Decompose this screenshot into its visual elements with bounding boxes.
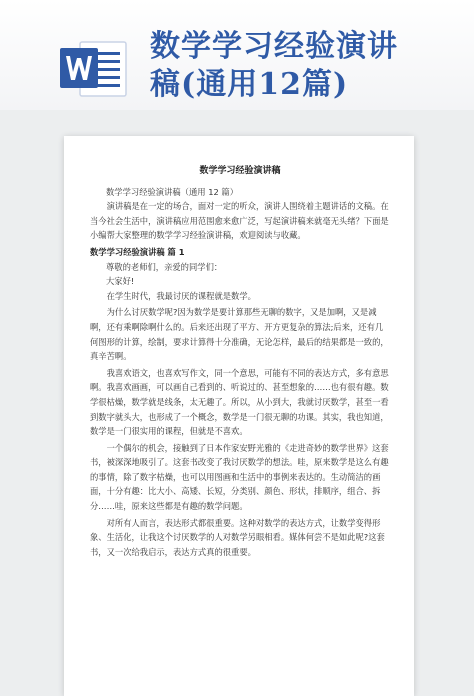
paragraph-4: 一个偶尔的机会，接触到了日本作家安野光雅的《走进奇妙的数学世界》这套书，被深深地吸引了。这套书改变了我讨厌数学的想法。哇，原来数学是这么有趣的事情，除了数字枯燥，也可以用图画和生活中的事例来表达的。生动简洁的画面，十分有趣：比大小、高矮、长短，分类别、颜色、形状，排顺序，组合、拆分……哇，原来这些都是有趣的数学问题。 bbox=[90, 442, 389, 512]
paragraph-3: 我喜欢语文，也喜欢写作文，同一个意思，可能有不同的表达方式，多有意思啊。我喜欢画画，可以画自己看到的、听说过的、甚至想象的……也有很有趣。数学很枯燥，数学就是线条，太无趣了。所以，从小到大，我就讨厌数学，甚至一看到数字就头大，也形成了一个概念，数学是一门很无聊的功课。其实，我也知道，数学是一门很实用的课程，但就是不喜欢。 bbox=[90, 367, 389, 437]
paragraph-5: 对所有人而言，表达形式都很重要。这种对数学的表达方式，让数学变得形象、生活化，让我这个讨厌数学的人对数学另眼相看。媒体何尝不是如此呢?这套书，又一次给我启示，表达方式真的很重要。 bbox=[90, 517, 385, 557]
hello-line: 大家好! bbox=[106, 276, 135, 287]
paragraph-1: 在学生时代，我最讨厌的课程就是数学。 bbox=[106, 290, 256, 301]
document-page bbox=[64, 136, 414, 696]
section-heading: 数学学习经验演讲稿 篇 1 bbox=[90, 246, 185, 257]
subtitle: 数学学习经验演讲稿（通用 12 篇） bbox=[106, 186, 238, 197]
intro-paragraph: 演讲稿是在一定的场合，面对一定的听众，演讲人围绕着主题讲话的文稿。在当今社会生活中，演讲稿应用范围愈来愈广泛，写起演讲稿来就毫无头绪？下面是小编帮大家整理的数学学习经验演讲稿，欢迎阅读与收藏。 bbox=[90, 201, 389, 241]
document-title bbox=[150, 28, 460, 104]
paragraph-2: 为什么讨厌数学呢?因为数学是要计算那些无聊的数字，又是加啊，又是减啊，还有乘啊除啊什么的。后来还出现了平方、开方更复杂的算法;后来，还有几何图形的计算，绘制，要求计算得十分准确，无论怎样，最后的结果都是一致的，真辛苦啊。 bbox=[90, 307, 389, 362]
word-document-icon bbox=[58, 38, 130, 100]
page-title: 数学学习经验演讲稿 bbox=[199, 166, 281, 176]
title-line-1: 数学学习经验演讲 bbox=[150, 29, 398, 64]
document-body bbox=[90, 164, 390, 561]
greeting: 尊敬的老师们，亲爱的同学们： bbox=[106, 261, 223, 272]
title-line-2: 稿(通用12篇) bbox=[150, 67, 349, 102]
header-banner bbox=[0, 0, 474, 110]
